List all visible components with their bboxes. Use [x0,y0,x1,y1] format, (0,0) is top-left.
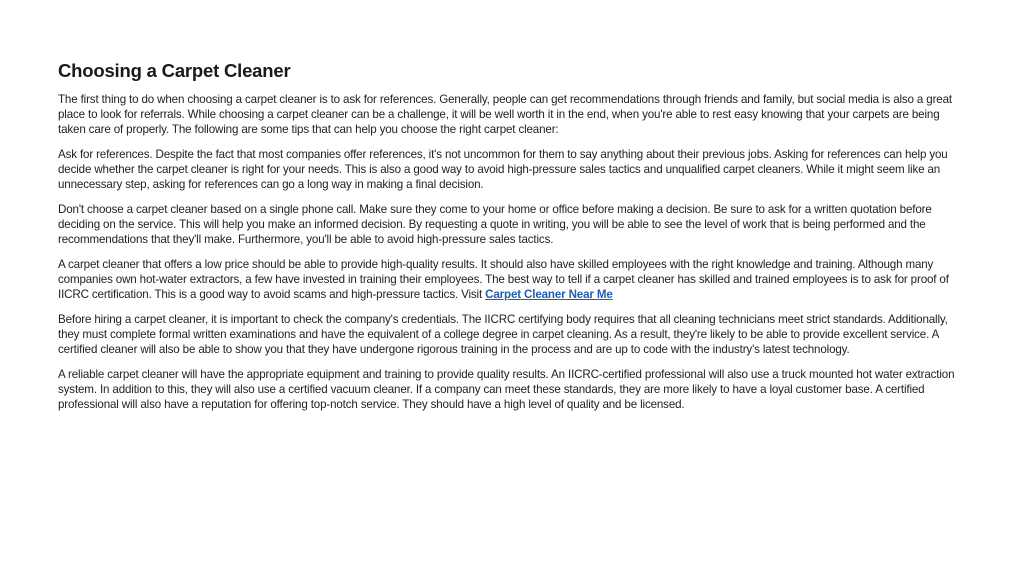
paragraph-equipment: A reliable carpet cleaner will have the appropriate equipment and training to provide quality results. An IICRC-certified professional will also use a truck mounted hot water extraction system. In addition to this, they will also use a certified vacuum cleaner. If a company can meet these standards, they are more likely to have a loyal customer base. A certified professional will also have a reputation for offering top-notch service. They should have a high level of quality and be licensed. [58,368,955,411]
carpet-cleaner-near-me-link[interactable]: Carpet Cleaner Near Me [485,288,613,301]
page-title: Choosing a Carpet Cleaner [58,60,291,81]
paragraph-low-price-text: A carpet cleaner that offers a low price should be able to provide high-quality results. It should also have skilled employees with the right knowledge and training. Although many companies own hot-water extractors, a few have invested in training their employees. The best way to tell if a carpet cleaner has skilled and trained employees is to ask for proof of IICRC certification. This is a good way to avoid scams and high-pressure tactics. Visit [58,258,949,301]
paragraph-references: Ask for references. Despite the fact that most companies offer references, it's not uncommon for them to say anything about their previous jobs. Asking for references can help you decide whether the carpet cleaner is right for your needs. This is also a good way to avoid high-pressure sales tactics and unqualified carpet cleaners. While it might seem like an unnecessary step, asking for references can go a long way in making a final decision. [58,148,948,191]
paragraph-intro: The first thing to do when choosing a carpet cleaner is to ask for references. Generally, people can get recommendations through friends and family, but social media is also a great place to look for referrals. While choosing a carpet cleaner can be a challenge, it will be well worth it in the end, when you're able to rest easy knowing that your carpets are being taken care of properly. The following are some tips that can help you choose the right carpet cleaner: [58,93,952,136]
paragraph-low-price [58,257,964,302]
paragraph-phone-call: Don't choose a carpet cleaner based on a single phone call. Make sure they come to your home or office before making a decision. Be sure to ask for a written quotation before deciding on the service. This will help you make an informed decision. By requesting a quote in writing, you will be able to see the level of work that is being performed and the recommendations that they'll make. Furthermore, you'll be able to avoid high-pressure sales tactics. [58,203,932,246]
paragraph-credentials: Before hiring a carpet cleaner, it is important to check the company's credentials. The IICRC certifying body requires that all cleaning technicians meet strict standards. Additionally, they must complete formal written examinations and have the equivalent of a college degree in carpet cleaning. As a result, they're likely to be able to provide excellent service. A certified cleaner will also be able to show you that they have undergone rigorous training in the process and are up to code with the industry's latest technology. [58,313,948,356]
